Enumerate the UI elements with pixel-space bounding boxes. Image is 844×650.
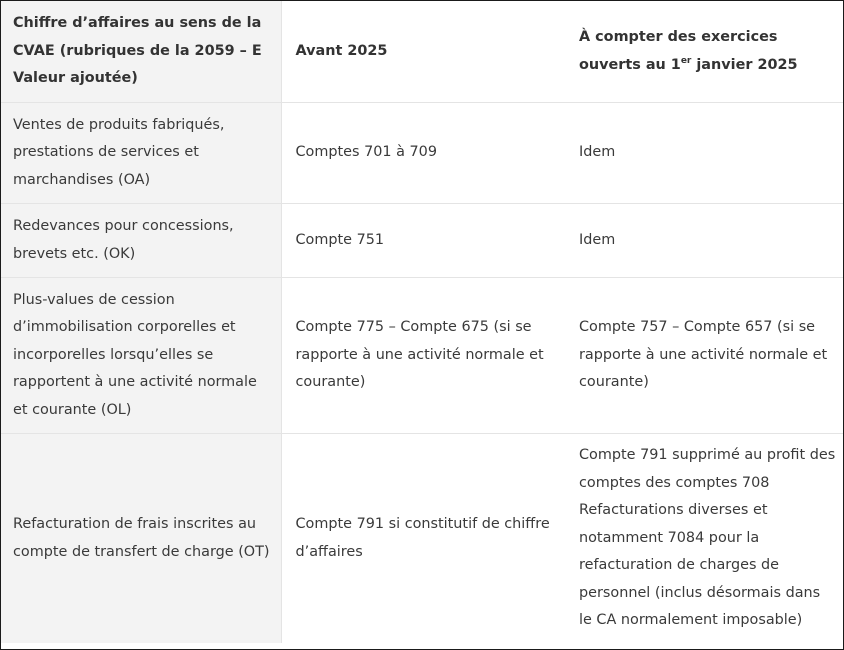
header-ordinal-suffix: er xyxy=(680,55,692,66)
cell-before-2025: Compte 791 si constitutif de chiffre d’affaires xyxy=(295,516,550,560)
cvae-revenue-table xyxy=(1,1,843,643)
table-header-row xyxy=(1,1,843,103)
header-from-2025 xyxy=(564,1,843,103)
header-before-2025: Avant 2025 xyxy=(281,1,564,103)
table-row xyxy=(1,434,843,644)
cell-before-2025: Comptes 701 à 709 xyxy=(281,103,564,204)
header-from-2025-text: À compter des exercices ouverts au 1 xyxy=(579,29,778,73)
cell-before-2025: Compte 775 – Compte 675 (si se rapporte à une activité normale et courante) xyxy=(281,278,564,434)
row-label-ventes: Ventes de produits fabriqués, prestations de services et marchandises (OA) xyxy=(1,103,281,204)
cell-from-2025: Compte 757 – Compte 657 (si se rapporte à une activité normale et courante) xyxy=(564,278,843,434)
cell-from-2025: Compte 791 supprimé au profit des comptes des comptes 708 Refacturations diverses et notamment 7084 pour la refacturation de charges de personnel (inclus désormais dans le CA normalement imposable) xyxy=(579,447,836,629)
row-label-plus-values: Plus-values de cession d’immobilisation corporelles et incorporelles lorsqu’elles se rapportent à une activité normale et courante (OL) xyxy=(1,278,281,434)
header-from-2025-text-end: janvier 2025 xyxy=(691,56,798,73)
row-label-redevances: Redevances pour concessions, brevets etc. (OK) xyxy=(1,204,281,278)
header-cvae-revenue: Chiffre d’affaires au sens de la CVAE (rubriques de la 2059 – E Valeur ajoutée) xyxy=(1,1,281,103)
cell-before-2025: Compte 751 xyxy=(281,204,564,278)
row-label-refacturation: Refacturation de frais inscrites au compte de transfert de charge (OT) xyxy=(1,434,281,644)
cell-from-2025: Idem xyxy=(564,103,843,204)
table-row xyxy=(1,204,843,278)
table-row xyxy=(1,278,843,434)
cell-from-2025: Idem xyxy=(564,204,843,278)
table-row xyxy=(1,103,843,204)
